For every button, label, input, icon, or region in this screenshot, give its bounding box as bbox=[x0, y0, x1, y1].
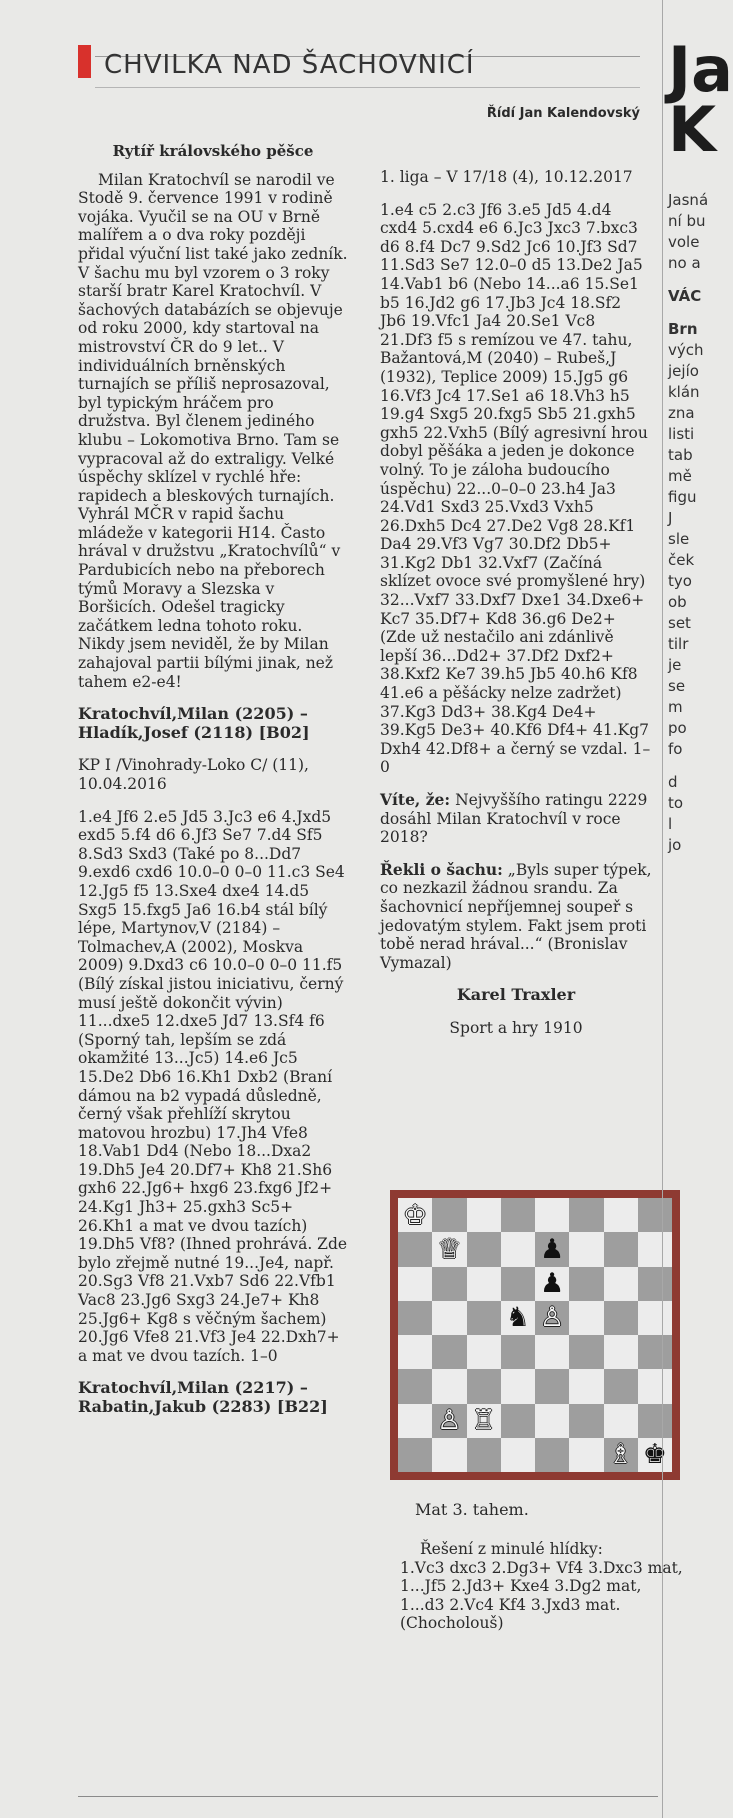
white-queen-icon: ♕ bbox=[437, 1233, 462, 1265]
board-square bbox=[432, 1404, 466, 1438]
right-column bbox=[380, 168, 652, 1052]
bottom-rule bbox=[78, 1796, 658, 1797]
section-title: CHVILKA NAD ŠACHOVNICÍ bbox=[104, 50, 475, 80]
board-square bbox=[398, 1335, 432, 1369]
chess-board bbox=[398, 1198, 672, 1472]
board-square bbox=[501, 1404, 535, 1438]
board-square bbox=[501, 1267, 535, 1301]
white-king-icon: ♔ bbox=[403, 1199, 428, 1231]
board-square bbox=[535, 1369, 569, 1403]
board-square bbox=[467, 1369, 501, 1403]
game2-players: Kratochvíl,Milan (2217) – Rabatin,Jakub (2283) [B22] bbox=[78, 1378, 328, 1416]
adjacent-text-fragment: ček bbox=[668, 551, 695, 569]
adjacent-headline-line: K bbox=[668, 93, 717, 166]
adjacent-text-fragment: ob bbox=[668, 593, 687, 611]
adjacent-text-fragment: figu bbox=[668, 488, 697, 506]
board-square bbox=[398, 1232, 432, 1266]
did-you-know bbox=[380, 791, 652, 847]
adjacent-text-fragment: listi bbox=[668, 425, 695, 443]
adjacent-text-fragment: set bbox=[668, 614, 691, 632]
board-square bbox=[432, 1232, 466, 1266]
board-square bbox=[467, 1301, 501, 1335]
board-square bbox=[535, 1404, 569, 1438]
black-pawn-icon: ♟ bbox=[540, 1268, 565, 1300]
board-square bbox=[398, 1198, 432, 1232]
adjacent-text-fragment: m bbox=[668, 698, 683, 716]
game2-event: 1. liga – V 17/18 (4), 10.12.2017 bbox=[380, 168, 633, 186]
chess-diagram bbox=[390, 1190, 680, 1480]
previous-solution bbox=[400, 1540, 690, 1633]
board-square bbox=[569, 1369, 603, 1403]
board-square bbox=[501, 1301, 535, 1335]
adjacent-text-fragment: d bbox=[668, 773, 678, 791]
board-square bbox=[467, 1438, 501, 1472]
solution-text: 1.Vc3 dxc3 2.Dg3+ Vf4 3.Dxc3 mat, 1...Jf5 2.Jd3+ Kxe4 3.Dg2 mat, 1...d3 2.Vc4 Kf4 3.Jxd3 mat. (Chocholouš) bbox=[400, 1558, 683, 1633]
adjacent-text-fragment: tyo bbox=[668, 572, 692, 590]
board-square bbox=[398, 1438, 432, 1472]
adjacent-text-fragment: zna bbox=[668, 404, 695, 422]
article-lede: Milan Kratochvíl se narodil ve Stodě 9. července 1991 v rodině vojáka. Vyučil se na OU v Brně malířem a o dva roky později přidal výuční list také jako zedník. V šachu mu byl vzorem o 3 roky starší bratr Karel Kratochvíl. V šachových databázích se objevuje od roku 2000, kdy startoval na mistrovství ČR do 9 let.. V individuálních brněnských turnajích se příliš neprosazoval, byl typickým hráčem pro družstva. Byl členem jediného klubu – Lokomotiva Brno. Tam se vypracoval až do extraligy. Velké úspěchy sklízel v rychlé hře: rapidech a bleskových turnajích. Vyhrál MČR v rapid šachu mládeže v kategorii H14. Často hrával v družstvu „Kratochvílů“ v Pardubicích nebo na přeborech týmů Moravy a Slezska v Boršicích. Odešel tragicky začátkem ledna tohoto roku. Nikdy jsem neviděl, že by Milan zahajoval partii bílými jinak, než tahem e2-e4! bbox=[78, 170, 348, 691]
adjacent-text-fragment: se bbox=[668, 677, 686, 695]
board-square bbox=[604, 1198, 638, 1232]
board-square bbox=[501, 1232, 535, 1266]
board-square bbox=[398, 1301, 432, 1335]
solution-title: Řešení z minulé hlídky: bbox=[420, 1540, 603, 1558]
board-square bbox=[569, 1198, 603, 1232]
adjacent-text-fragment: no a bbox=[668, 254, 701, 272]
board-square bbox=[535, 1301, 569, 1335]
white-rook-icon: ♖ bbox=[471, 1405, 496, 1437]
left-column bbox=[78, 142, 348, 1431]
board-square bbox=[467, 1232, 501, 1266]
board-square bbox=[501, 1438, 535, 1472]
adjacent-text-fragment: je bbox=[668, 656, 682, 674]
board-square bbox=[604, 1369, 638, 1403]
white-bishop-icon: ♗ bbox=[608, 1439, 633, 1471]
board-square bbox=[432, 1301, 466, 1335]
board-square bbox=[432, 1198, 466, 1232]
board-square bbox=[432, 1267, 466, 1301]
problem-source: Sport a hry 1910 bbox=[449, 1018, 583, 1037]
black-king-icon: ♚ bbox=[642, 1439, 667, 1471]
black-pawn-icon: ♟ bbox=[540, 1233, 565, 1265]
board-square bbox=[604, 1404, 638, 1438]
board-square bbox=[604, 1232, 638, 1266]
board-square bbox=[432, 1369, 466, 1403]
adjacent-text-fragment: Brn bbox=[668, 320, 698, 338]
board-square bbox=[398, 1267, 432, 1301]
header-rule bbox=[95, 87, 640, 88]
adjacent-text-fragment: mě bbox=[668, 467, 692, 485]
board-square bbox=[535, 1335, 569, 1369]
board-square bbox=[535, 1438, 569, 1472]
adjacent-text-fragment: tilr bbox=[668, 635, 689, 653]
adjacent-text-fragment: jo bbox=[668, 836, 682, 854]
article-title: Rytíř královského pěšce bbox=[112, 142, 314, 160]
did-you-know-text: Nejvyššího ratingu 2229 dosáhl Milan Kratochvíl v roce 2018? bbox=[380, 791, 648, 847]
adjacent-column bbox=[662, 0, 733, 1818]
board-square bbox=[604, 1267, 638, 1301]
adjacent-text-fragment: jejío bbox=[668, 362, 699, 380]
board-square bbox=[501, 1335, 535, 1369]
section-marker bbox=[78, 45, 91, 78]
adjacent-text-fragment: ní bu bbox=[668, 212, 706, 230]
board-square bbox=[569, 1404, 603, 1438]
board-square bbox=[535, 1232, 569, 1266]
board-square bbox=[535, 1267, 569, 1301]
adjacent-text-fragment: Jasná bbox=[668, 191, 709, 209]
board-square bbox=[398, 1369, 432, 1403]
quote-text: „Byls super týpek, co nezkazil žádnou srandu. Za šachovnicí nepříjemnej soupeř s jedovatým stylem. Fakt jsem proti tobě nerad hrával...“ (Bronislav Vymazal) bbox=[380, 860, 652, 972]
white-pawn-icon: ♙ bbox=[540, 1302, 565, 1334]
board-square bbox=[569, 1267, 603, 1301]
board-square bbox=[467, 1335, 501, 1369]
game1-event: KP I /Vinohrady-Loko C/ (11), 10.04.2016 bbox=[78, 756, 309, 793]
adjacent-text-fragment: klán bbox=[668, 383, 700, 401]
board-square bbox=[501, 1369, 535, 1403]
adjacent-text-fragment: VÁC bbox=[668, 287, 702, 305]
board-square bbox=[569, 1438, 603, 1472]
board-square bbox=[467, 1198, 501, 1232]
adjacent-text-fragment: po bbox=[668, 719, 687, 737]
game1-moves: 1.e4 Jf6 2.e5 Jd5 3.Jc3 e6 4.Jxd5 exd5 5.f4 d6 6.Jf3 Se7 7.d4 Sf5 8.Sd3 Sxd3 (Také po 8...Dd7 9.exd6 cxd6 10.0–0 0–0 11.c3 Se4 12.Jg5 f5 13.Sxe4 dxe4 14.d5 Sxg5 15.fxg5 Ja6 16.b4 stál bílý lépe, Martynov,V (2184) – Tolmachev,A (2002), Moskva 2009) 9.Dxd3 c6 10.0–0 0–0 11.f5 (Bílý získal jistou iniciativu, černý musí ještě dokončit vývin) 11...dxe5 12.dxe5 Jd7 13.Sf4 f6 (Sporný tah, lepším se zdá okamžité 13...Jc5) 14.e6 Jc5 15.De2 Db6 16.Kh1 Dxb2 (Braní dámou na b2 vypadá důsledně, černý však přehlíží skrytou matovou hrozbu) 17.Jh4 Vfe8 18.Vab1 Dd4 (Nebo 18...Dxa2 19.Dh5 Je4 20.Df7+ Kh8 21.Sh6 gxh6 22.Jg6+ hxg6 23.fxg6 Jf2+ 24.Kg1 Jh3+ 25.gxh3 Sc5+ 26.Kh1 a mat ve dvou tazích) 19.Dh5 Vf8? (Ihned prohrává. Zde bylo zřejmě nutné 19...Je4, např. 20.Sg3 Vf8 21.Vxb7 Sd6 22.Vfb1 Vac8 23.Jg6 Sxg3 24.Je7+ Kh8 25.Jg6+ Kg8 s věčným šachem) 20.Jg6 Vfe8 21.Vf3 Je4 22.Dxh7+ a mat ve dvou tazích. 1–0 bbox=[78, 807, 348, 1365]
quote bbox=[380, 861, 652, 973]
adjacent-text-fragment: J bbox=[668, 509, 673, 527]
problem-task: Mat 3. tahem. bbox=[415, 1500, 529, 1519]
adjacent-text-fragment: l bbox=[668, 815, 673, 833]
adjacent-text-fragment: to bbox=[668, 794, 684, 812]
board-square bbox=[569, 1335, 603, 1369]
adjacent-text-fragment: vých bbox=[668, 341, 704, 359]
board-square bbox=[432, 1438, 466, 1472]
adjacent-headline bbox=[668, 33, 733, 166]
board-square bbox=[569, 1301, 603, 1335]
adjacent-text-fragment: sle bbox=[668, 530, 690, 548]
board-square bbox=[604, 1438, 638, 1472]
problem-author: Karel Traxler bbox=[456, 985, 576, 1005]
board-square bbox=[467, 1404, 501, 1438]
adjacent-headline-line: Ja bbox=[668, 33, 733, 106]
adjacent-text-fragment: tab bbox=[668, 446, 693, 464]
black-knight-icon: ♞ bbox=[505, 1302, 530, 1334]
board-square bbox=[535, 1198, 569, 1232]
board-square bbox=[604, 1335, 638, 1369]
board-square bbox=[604, 1301, 638, 1335]
white-pawn-icon: ♙ bbox=[437, 1405, 462, 1437]
game2-moves: 1.e4 c5 2.c3 Jf6 3.e5 Jd5 4.d4 cxd4 5.cxd4 e6 6.Jc3 Jxc3 7.bxc3 d6 8.f4 Dc7 9.Sd2 Jc6 10.Jf3 Sd7 11.Sd3 Se7 12.0–0 d5 13.De2 Ja5 14.Vab1 b6 (Nebo 14...a6 15.Se1 b5 16.Jd2 g6 17.Jb3 Jc4 18.Sf2 Jb6 19.Vfc1 Ja4 20.Se1 Vc8 21.Df3 f5 s remízou ve 47. tahu, Bažantová,M (2040) – Rubeš,J (1932), Teplice 2009) 15.Jg5 g6 16.Vf3 Jc4 17.Se1 a6 18.Vh3 h5 19.g4 Sxg5 20.fxg5 Sb5 21.gxh5 gxh5 22.Vxh5 (Bílý agresivní hrou dobyl pěšáka a jeden je dokonce volný. To je záloha budoucího úspěchu) 22...0–0–0 23.h4 Ja3 24.Vd1 Sxd3 25.Vxd3 Vxh5 26.Dxh5 Dc4 27.De2 Vg8 28.Kf1 Da4 29.Vf3 Vg7 30.Df2 Db5+ 31.Kg2 Db1 32.Vxf7 (Začíná sklízet ovoce své promyšlené hry) 32...Vxf7 33.Dxf7 Dxe1 34.Dxe6+ Kc7 35.Df7+ Kd8 36.g6 De2+ (Zde už nestačilo ani zdánlivě lepší 36...Dd2+ 37.Df2 Dxf2+ 38.Kxf2 Ke7 39.h5 Jb5 40.h6 Kf8 41.e6 a pěšácky nelze zadržet) 37.Kg3 Dd3+ 38.Kg4 De4+ 39.Kg5 De3+ 40.Kf6 Df4+ 41.Kg7 Dxh4 42.Df8+ a černý se vzdal. 1–0 bbox=[380, 200, 651, 777]
board-square bbox=[501, 1198, 535, 1232]
did-you-know-label: Víte, že: bbox=[380, 790, 451, 809]
game1-players: Kratochvíl,Milan (2205) – Hladík,Josef (2118) [B02] bbox=[78, 704, 310, 742]
quote-label: Řekli o šachu: bbox=[380, 859, 503, 879]
adjacent-text-fragment: vole bbox=[668, 233, 700, 251]
adjacent-text-fragment: fo bbox=[668, 740, 683, 758]
board-square bbox=[398, 1404, 432, 1438]
board-square bbox=[467, 1267, 501, 1301]
board-square bbox=[432, 1335, 466, 1369]
editor-credit: Řídí Jan Kalendovský bbox=[486, 106, 640, 121]
board-square bbox=[569, 1232, 603, 1266]
